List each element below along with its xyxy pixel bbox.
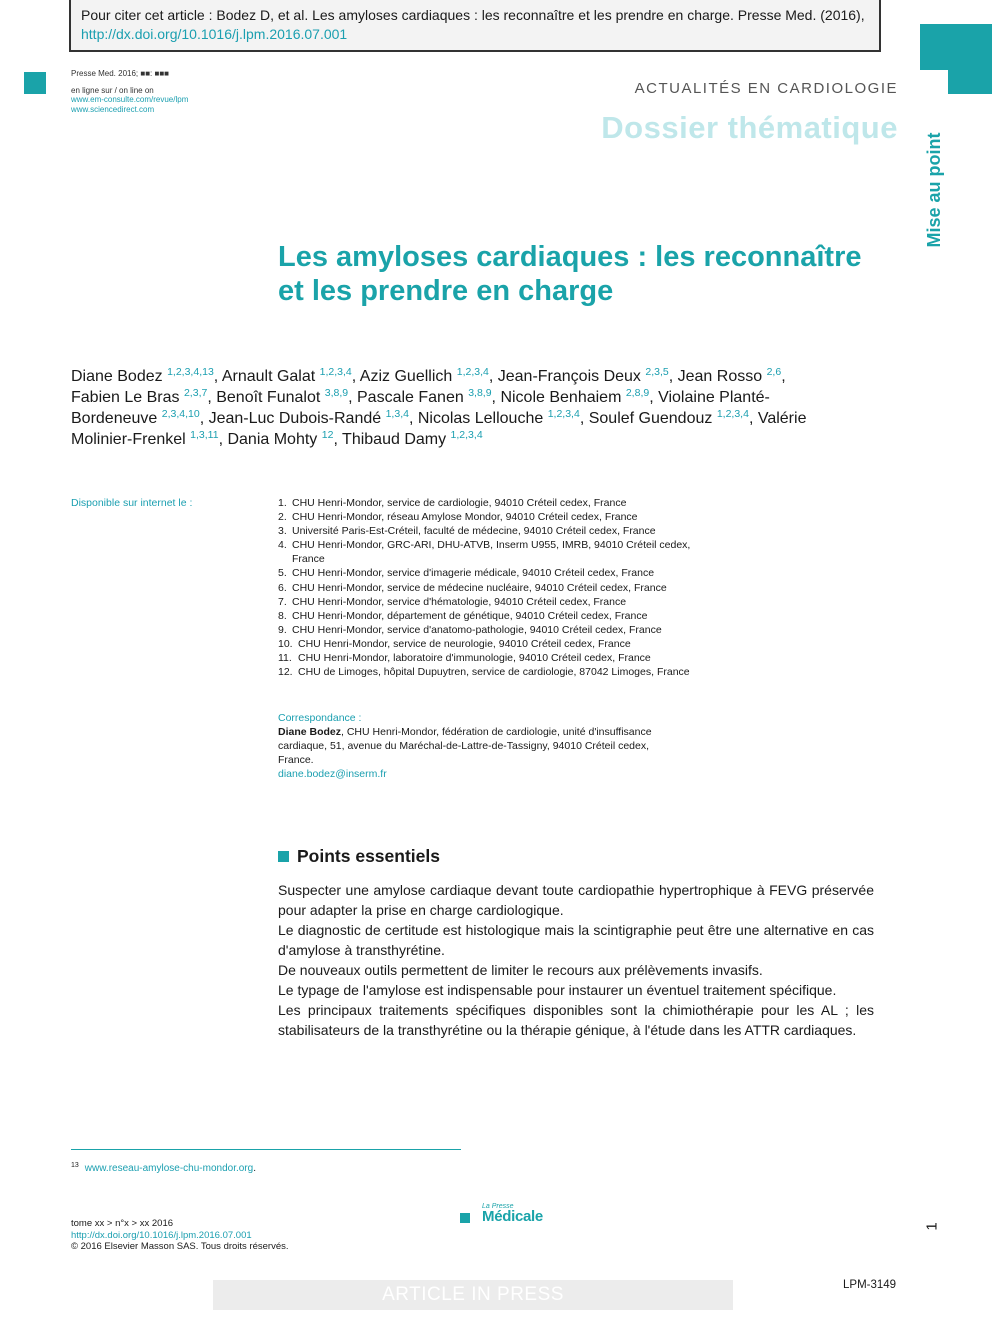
author-entry	[71, 368, 214, 385]
affiliation-number: 9.	[278, 623, 287, 636]
author-name: Aziz Guellich	[359, 368, 453, 385]
footer-tome: tome xx > n°x > xx 2016	[71, 1218, 174, 1229]
author-name: Pascale Fanen	[357, 389, 464, 406]
page-number: 1	[923, 1222, 941, 1231]
key-point: Suspecter une amylose cardiaque devant toute cardiopathie hypertrophique à FEVG préservée pour adapter la prise en charge cardiologique.	[278, 882, 874, 918]
author-affiliation-marks: 3,8,9	[468, 387, 492, 399]
affiliation-text: CHU de Limoges, hôpital Dupuytren, service de cardiologie, 87042 Limoges, France	[298, 666, 690, 679]
affiliation-item	[278, 510, 698, 524]
author-name: Valérie Molinier-Frenkel	[71, 410, 807, 448]
affiliation-item	[278, 665, 698, 679]
footer-info	[71, 1218, 289, 1253]
side-tab-notch	[920, 70, 948, 94]
author-name: Benoît Funalot	[216, 389, 321, 406]
author-affiliation-marks: 1,3,11	[190, 429, 219, 441]
citation-text: Pour citer cet article : Bodez D, et al. Les amyloses cardiaques : les reconnaître et les prendre en charge. Presse Med. (2016),	[81, 7, 865, 23]
author-entry	[209, 410, 409, 427]
author-affiliation-marks: 3,8,9	[324, 387, 349, 399]
online-label: en ligne sur / on line on	[71, 85, 154, 95]
citation-box	[69, 0, 881, 52]
available-online-label: Disponible sur internet le :	[71, 497, 193, 509]
key-point: Le typage de l'amylose est indispensable pour instaurer un éventuel traitement spécifique.	[278, 982, 837, 998]
author-affiliation-marks: 1,2,3,4	[716, 408, 749, 420]
dossier-label: Dossier thématique	[601, 110, 898, 145]
author-affiliation-marks: 1,2,3,4,13	[167, 366, 214, 378]
points-essentiels-body	[278, 880, 874, 1040]
affiliation-item	[278, 524, 698, 538]
author-name: Nicolas Lellouche	[417, 410, 544, 427]
affiliation-text: CHU Henri-Mondor, département de génétique, 94010 Créteil cedex, France	[292, 609, 648, 622]
logo-big-text: Médicale	[482, 1208, 543, 1225]
author-affiliation-marks: 1,2,3,4	[547, 408, 580, 420]
author-entry	[360, 368, 489, 385]
section-label: ACTUALITÉS EN CARDIOLOGIE	[634, 80, 898, 97]
affiliation-item	[278, 581, 698, 595]
em-consulte-link[interactable]: www.em-consulte.com/revue/lpm	[71, 95, 189, 104]
affiliation-item	[278, 496, 698, 510]
affiliation-text: CHU Henri-Mondor, service de neurologie, 94010 Créteil cedex, France	[298, 637, 631, 650]
footnote-link[interactable]: www.reseau-amylose-chu-mondor.org	[84, 1163, 254, 1174]
affiliation-item	[278, 651, 698, 665]
affiliation-text: CHU Henri-Mondor, laboratoire d'immunologie, 94010 Créteil cedex, France	[298, 652, 651, 665]
affiliation-number: 4.	[278, 539, 287, 552]
author-affiliation-marks: 1,2,3,4	[319, 366, 352, 378]
author-affiliation-marks: 1,2,3,4	[456, 366, 489, 378]
author-name: Soulef Guendouz	[588, 410, 713, 427]
author-name: Nicole Benhaiem	[500, 389, 622, 406]
article-in-press-bar	[213, 1280, 733, 1310]
logo-text	[482, 1203, 543, 1226]
author-name: Diane Bodez	[71, 368, 163, 385]
affiliation-text: CHU Henri-Mondor, service de cardiologie, 94010 Créteil cedex, France	[292, 497, 627, 509]
author-entry	[227, 431, 333, 448]
affiliation-number: 12.	[278, 666, 293, 679]
affiliation-number: 6.	[278, 581, 287, 594]
author-name: Jean-Luc Dubois-Randé	[208, 410, 382, 427]
author-list: Diane Bodez $^{1,2,3,4,13}$, Arnault Galat $^{1,2,3,4}$, Aziz Guellich $^{1,2,3,4}$, Jean-François Deux $^{2,3,5}$, Jean Rosso $^{2,6}$, Fabien Le Bras $^{2,3,7}$, Benoît Funalot $^{3,8,9}$, Pascale Fanen $^{3,8,9}$, Nicole Benhaiem $^{2,8,9}$, Violaine Planté-Bordeneuve $^{2,3,4,10}$, Jean-Luc Dubois-Randé $^{1,3,4}$, Nicolas Lellouche $^{1,2,3,4}$, Soulef Guendouz $^{1,2,3,4}$, Valérie Molinier-Frenkel $^{1,3,11}$, Dania Mohty $^{12}$, Thibaud Damy $^{1,2,3,4}$	[71, 366, 807, 448]
side-title-text: Mise au point	[923, 132, 944, 248]
journal-issue-line: Presse Med. 2016; ■■: ■■■	[71, 69, 169, 78]
presse-medicale-logo	[460, 1203, 543, 1226]
affiliation-text: CHU Henri-Mondor, service de médecine nucléaire, 94010 Créteil cedex, France	[292, 581, 667, 594]
citation-doi-link[interactable]: http://dx.doi.org/10.1016/j.lpm.2016.07.001	[81, 26, 348, 42]
correspondence-name: Diane Bodez	[278, 726, 342, 739]
points-essentiels-heading	[278, 846, 440, 867]
footer-doi-link[interactable]: http://dx.doi.org/10.1016/j.lpm.2016.07.001	[71, 1229, 252, 1241]
author-entry	[589, 410, 749, 427]
footnote-suffix: .	[253, 1163, 256, 1174]
logo-square-icon	[460, 1213, 470, 1223]
author-entry	[418, 410, 580, 427]
author-name: Jean Rosso	[677, 368, 763, 385]
affiliation-number: 2.	[278, 511, 287, 524]
affiliation-item	[278, 595, 698, 609]
author-affiliation-marks: 2,8,9	[625, 387, 650, 399]
affiliation-number: 7.	[278, 595, 287, 608]
author-name: Violaine Planté-Bordeneuve	[71, 389, 770, 427]
footnote	[71, 1162, 256, 1174]
affiliation-item	[278, 538, 698, 566]
correspondence-email-link[interactable]: diane.bodez@inserm.fr	[278, 768, 387, 781]
key-point: Le diagnostic de certitude est histologique mais la scintigraphie peut être une alternative en cas d'amylose à transthyrétine.	[278, 922, 874, 958]
article-title: Les amyloses cardiaques : les reconnaître et les prendre en charge	[278, 241, 862, 307]
affiliation-text: CHU Henri-Mondor, service d'anatomo-pathologie, 94010 Créteil cedex, France	[292, 623, 662, 636]
author-name: Thibaud Damy	[342, 431, 447, 448]
author-affiliation-marks: 2,6	[766, 366, 782, 378]
affiliation-number: 5.	[278, 567, 287, 580]
author-entry	[498, 368, 669, 385]
affiliation-item	[278, 609, 698, 623]
author-entry	[222, 368, 352, 385]
author-affiliation-marks: 1,3,4	[385, 408, 409, 420]
square-bullet-icon	[278, 851, 289, 862]
affiliation-number: 10.	[278, 637, 293, 650]
affiliation-text: CHU Henri-Mondor, service d'hématologie, 94010 Créteil cedex, France	[292, 595, 627, 608]
author-affiliation-marks: 2,3,5	[645, 366, 669, 378]
footnote-mark: 13	[71, 1162, 79, 1169]
affiliation-number: 3.	[278, 525, 287, 538]
key-point: Les principaux traitements spécifiques disponibles sont la chimiothérapie pour les AL ; les stabilisateurs de la transthyrétine ou la thérapie génique, à l'étude dans les ATTR cardiaques.	[278, 1002, 874, 1038]
author-entry	[216, 389, 348, 406]
author-name: Fabien Le Bras	[71, 389, 180, 406]
affiliation-list	[278, 496, 698, 679]
author-entry	[678, 368, 782, 385]
affiliation-item	[278, 566, 698, 580]
journal-meta	[71, 69, 188, 114]
affiliation-item	[278, 637, 698, 651]
author-entry	[357, 389, 492, 406]
author-entry	[342, 431, 483, 448]
affiliation-number: 1.	[278, 497, 287, 509]
author-name: Arnault Galat	[221, 368, 316, 385]
side-section-title	[923, 132, 944, 248]
author-name: Dania Mohty	[227, 431, 318, 448]
correspondence-address	[278, 725, 678, 767]
author-affiliation-marks: 2,3,7	[183, 387, 208, 399]
correspondence-block	[278, 711, 678, 781]
author-affiliation-marks: 12	[321, 429, 334, 441]
footer-copyright: © 2016 Elsevier Masson SAS. Tous droits réservés.	[71, 1241, 289, 1252]
author-name: Jean-François Deux	[497, 368, 641, 385]
points-heading-text: Points essentiels	[297, 846, 440, 866]
affiliation-text: CHU Henri-Mondor, réseau Amylose Mondor, 94010 Créteil cedex, France	[292, 511, 638, 524]
key-point: De nouveaux outils permettent de limiter le recours aux prélèvements invasifs.	[278, 962, 763, 978]
affiliation-number: 8.	[278, 609, 287, 622]
author-affiliation-marks: 1,2,3,4	[450, 429, 483, 441]
author-entry	[71, 389, 207, 406]
affiliation-text: Université Paris-Est-Créteil, faculté de médecine, 94010 Créteil cedex, France	[292, 525, 656, 538]
affiliation-text: CHU Henri-Mondor, service d'imagerie médicale, 94010 Créteil cedex, France	[292, 567, 655, 580]
affiliation-number: 11.	[278, 652, 292, 665]
article-in-press-label: ARTICLE IN PRESS	[382, 1284, 564, 1305]
corner-square-marker	[24, 72, 46, 94]
affiliation-text: CHU Henri-Mondor, GRC-ARI, DHU-ATVB, Inserm U955, IMRB, 94010 Créteil cedex, France	[292, 539, 691, 566]
affiliation-item	[278, 623, 698, 637]
author-entry	[500, 389, 649, 406]
sciencedirect-link[interactable]: www.sciencedirect.com	[71, 104, 155, 114]
author-affiliation-marks: 2,3,4,10	[161, 408, 200, 420]
footnote-divider	[71, 1149, 461, 1150]
article-code: LPM-3149	[843, 1279, 897, 1291]
correspondence-heading: Correspondance :	[278, 712, 362, 724]
logo-small-text: La Presse	[482, 1203, 514, 1210]
correspondence-address-text: , CHU Henri-Mondor, fédération de cardiologie, unité d'insuffisance cardiaque, 51, avenue du Maréchal-de-Lattre-de-Tassigny, 94010 Créteil cedex, France.	[278, 726, 652, 767]
